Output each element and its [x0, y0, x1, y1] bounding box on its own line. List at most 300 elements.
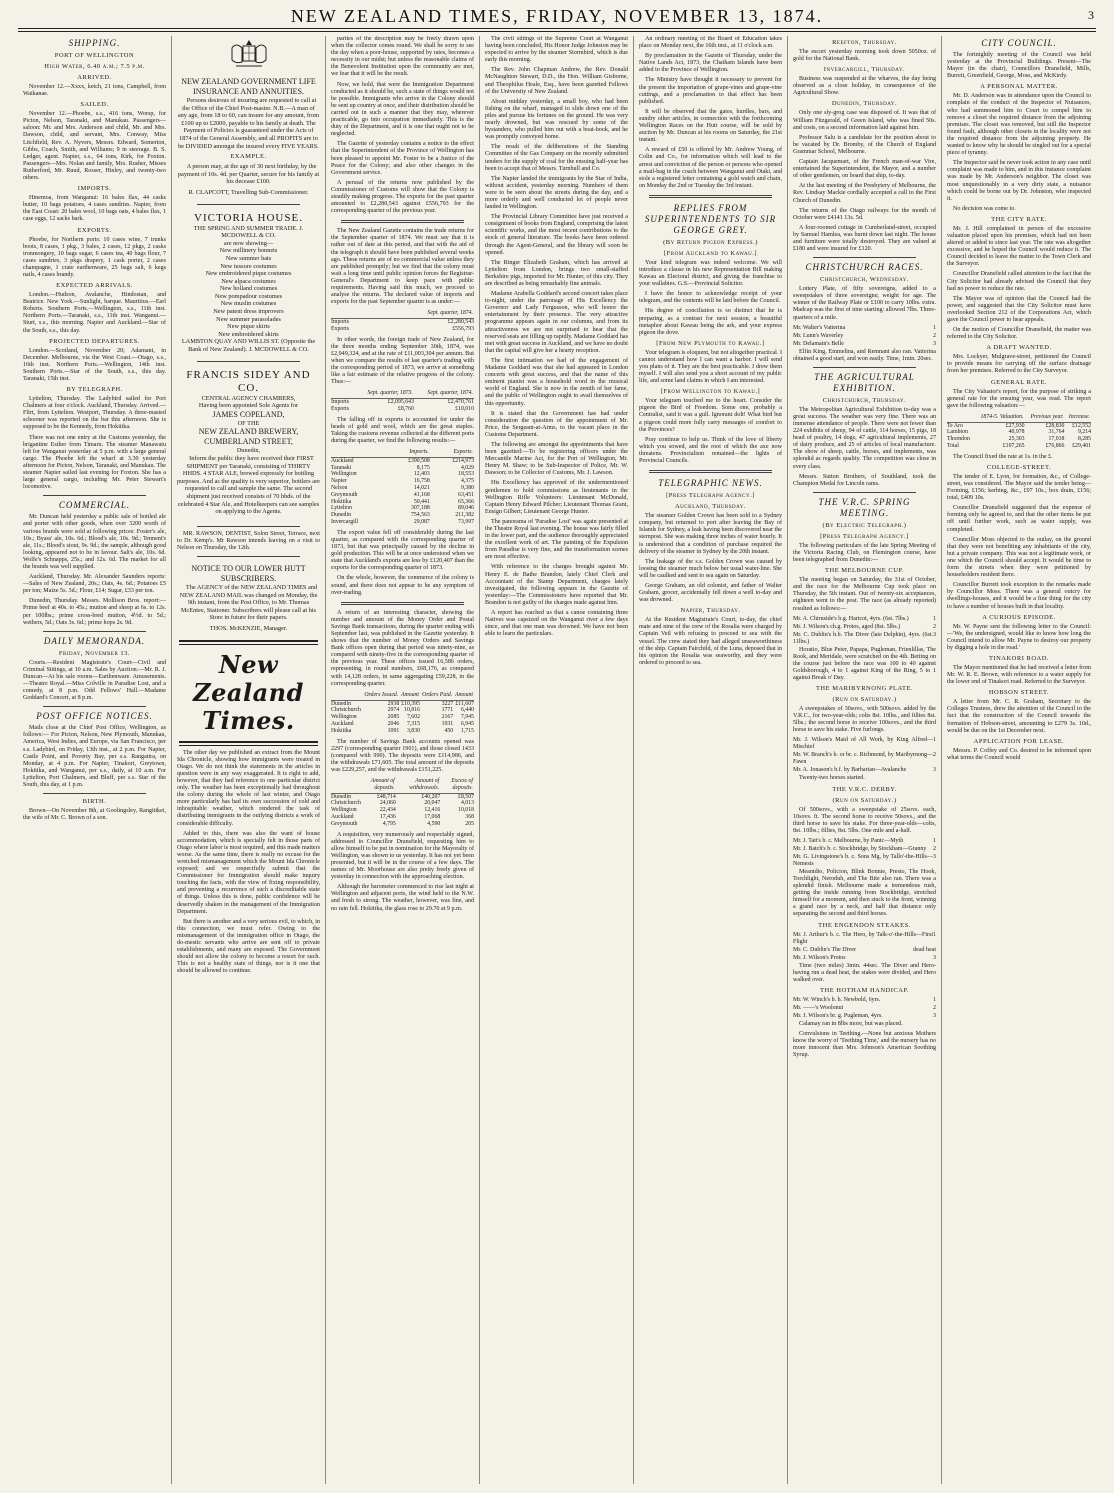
divider [341, 602, 464, 605]
table-cell: Greymouth [331, 820, 358, 827]
council-subheader: COLLEGE-STREET. [986, 463, 1052, 471]
table-cell: 6,945 [460, 720, 474, 727]
council-paragraph: Mr. J. Hill complained in person of the excessive valuation placed upon his premises, which had not been altered or added to since last year. The rate was altogether excessive, and he hoped the Council would reduce it. The Council decided to leave the matter to the Town Clerk and the Surveyor. [947, 225, 1091, 268]
table-cell: Christchurch [331, 800, 361, 807]
horse-name: Mr. C. Dublin's h.b. The Diver (late Delphin), 4yrs. (6st. 11lbs.) [793, 631, 933, 645]
table-cell: £390,508 [408, 457, 430, 464]
horse-name: Mr. J. Wilson's br. g. Pugleman, 4yrs. [793, 1012, 883, 1019]
horse-name: Mr. A. Chirnside's b.g. Haricot, 4yrs. (6st. 7lbs.) [793, 615, 909, 622]
ad-body: Having been appointed Sole Agents for [198, 402, 299, 410]
horse-name: Mr. J. Wilson's ch.g. Protos, aged (8st. 5lbs.) [793, 623, 901, 630]
table-cell: 73,997 [458, 519, 474, 526]
city-council-header: CITY COUNCIL. [981, 38, 1057, 48]
table-row [331, 326, 474, 333]
race-results [793, 325, 936, 348]
council-paragraph: On the motion of Councillor Dransfield, the matter was referred to the City Solicitor. [947, 327, 1091, 341]
race-result [793, 1013, 936, 1020]
article-paragraph: The Gazette of yesterday contains a notice to the effect that the Superintendent of the Province of Wellington has been pleased to appoint Mr. Foster to be a Justice of the Peace for the Colony; and also other changes in the Government service. [331, 141, 474, 176]
article-paragraph: The civil sittings of the Supreme Court at Wanganui having been concluded, His Honor Judge Johnston may be expected to arrive by the steamer Stormbird, which is due early this morning. [485, 36, 629, 64]
race-result [793, 947, 936, 954]
comparison-table [331, 389, 474, 412]
article-paragraph: The result of the deliberations of the Standing Committee of the Gas Company on the recently submitted tenders for the supply of coal for the ensuing half-year has been to accept that of Messrs. Turnbull and Co. [485, 144, 628, 172]
table-cell: Exports [331, 325, 350, 332]
memoranda-text: Courts.—Resident Magistrate's Court—Civil and Criminal Sittings, at 10 a.m. Sales by Auction.—Mr. R. J. Duncan—At his sale rooms—Earthenware. Amusements.—Theatre Royal.—Miss Colville in Paradise Lost, and a comedy, at 8 p.m. Odd Fellows' Hall.—Madame Goddard's Concert, at 8 p.m. [23, 659, 166, 702]
divider [649, 195, 772, 198]
wreck-text: There was not one entry at the Customs yesterday, the brigantine Esther from Timaru. The steamer Manawatu left for Wanganui yesterday at 5 p.m. with a large general cargo. The Phoebe left the wharf at 3.30 yesterday afternoon for Picton, Nelson, Taranaki, and Manukau. The steamer Napier sailed last evening for Foxton. She has a large general cargo, including Mr. Peter Stewart's locomotive. [23, 434, 166, 491]
council-paragraph: A letter from Mr. C. R. Graham, Secretary to the Colleges Trustees, drew the attention of the Council to the fact that the construction of the Council towards the formation of Hobson-street, amounting to £279 3s. 10d., would be due on the 1st December next. [947, 699, 1091, 734]
dateline: Auckland, Thursday. [674, 503, 747, 511]
table-cell: Wellington [331, 714, 357, 721]
ad-city: Dunedin, [236, 447, 261, 455]
divider [43, 631, 146, 632]
table-cell: 41,168 [413, 491, 430, 498]
race-result [793, 1005, 936, 1012]
horse-name: Mr. A. Jonason's b.f. by Barbarian—Avalanche [793, 767, 907, 774]
replies-header: REPLIES FROM SUPERINTENDENTS TO SIR GEORGE GREY. [644, 202, 777, 235]
horse-name: Mr. J. Wilson's Maid of All Work, by King Alfred—Mischief [793, 737, 933, 751]
horse-name: Mr. J. Wilson's Protos [793, 954, 846, 961]
imports-label: IMPORTS. [77, 185, 112, 193]
table-cell: 16,758 [413, 478, 430, 485]
race-result [793, 838, 936, 845]
plate-results [793, 737, 936, 774]
council-paragraph: The Council fixed the rate at 1s. in the £. [953, 453, 1053, 460]
ad-example-label: EXAMPLE. [230, 153, 267, 161]
column-5 [634, 36, 788, 1484]
article-paragraph: A requisition, very numerously and respectably signed, addressed to Councillor Dransfield, requesting him to allow himself to be put in nomination for the Mayoralty of Wellington, was shown to us yesterday. It has not yet been presented, but it will be in the course of a few days. The names of Mr. Moorhouse are also pretty freely given of yesterday in connection with the approaching election. [331, 831, 474, 881]
table-row [947, 436, 1091, 443]
article-paragraph: Although the barometer commenced to rise last night at Wellington and adjacent ports, the wind held to the N.W. and fresh to strong. The weather, however, was fine, and no rain fell. Hokitika, the glass rose to 29.70 at 9 p.m. [331, 884, 474, 912]
table-cell: Dunedin [331, 512, 351, 519]
council-paragraph: No decision was come to. [953, 205, 1016, 212]
table-cell: Imports [331, 399, 350, 406]
notice-signature: THOS. McKENZIE, Manager. [209, 625, 288, 632]
ad-text: Inform the public they have received their FIRST SHIPMENT per Taranaki, consisting of THIRTY HHDS. 4 STAR ALE, brewed expressly for bottling purposes. And as the quality is very superior, bottlers are requested to call and sample the same. The second shipment just received consists of 70 hhds. of the celebrated 4 Star Ale, and Hotelkeepers can see samples on applying to the Agents. [177, 455, 320, 516]
news-paragraph: Calamay ran in 8lbs more, but was placed. [799, 1020, 903, 1027]
post-office-header: POST OFFICE NOTICES. [36, 711, 153, 722]
memoranda-header: DAILY MEMORANDA. [43, 635, 146, 646]
replies-paragraph: I have the honor to acknowledge receipt of your telegram, and the contents will be laid before the Council. [639, 291, 782, 305]
ad-item: New millinery bonnets [219, 247, 278, 255]
replies-subheader: (By Return Pigeon Express.) [663, 238, 758, 246]
article-paragraph: The number of Savings Bank accounts opened was 2297 (corresponding quarter 1901), and those closed 1433 (compared with 990). The deposits were £114,986, and the withdrawals £71,605. The total amount of the deposits was £229,257, and the withdrawals £151,225. [331, 738, 474, 773]
news-paragraph: The returns of the Otago railways for the month of October were £4141 13s. 5d. [793, 207, 936, 221]
finishing-position: 2 [933, 623, 936, 630]
finishing-position: 1 [933, 837, 936, 844]
replies-paragraph: Your kind telegram was indeed welcome. We will introduce a clause in his new Representation Bill making Kawau an Electoral district, and giving the franchise to your wallabies. G.S.—Provincial Solicitor. [639, 259, 782, 288]
ad-title: FRANCIS SIDEY AND CO. [186, 368, 311, 394]
table-header: Amount [453, 691, 474, 700]
table-header [331, 691, 362, 700]
vrc-header: THE V.R.C. SPRING MEETING. [818, 496, 911, 518]
replies-from: [From New Plymouth to Kawau.] [656, 339, 765, 347]
expected-text: London.—Hudson, Avalanche, Hindostan, and Beatrice. New York.—Sunlight, barque. Mauritius.—Earl Roberts. Southern Ports.—Wellington, s.s., 11th inst. Northern Ports.—Taranaki, s.s., 11th inst. Wanganui.—Sturt, s.s., this morning. Napier and Auckland.—Star of the South, s.s., this day. [23, 292, 166, 334]
council-paragraph: Councillor Dransfield called attention to the fact that the City Solicitor had already advised the Council that they had no power to reduce the rate. [947, 271, 1091, 292]
table-cell: Exports [331, 405, 350, 412]
table-cell: £11,607 [455, 700, 474, 707]
news-paragraph: The steamer Golden Crown has been sold to a Sydney company, but returned to port after leaving the Bay of Islands for Sydney, a leak having been discovered near the sternpost. She was making three inches of water hourly. It is understood that a condition of purchase required the delivery of the steamer in Sydney by the 20th instant. [639, 513, 782, 555]
table-row [331, 793, 474, 800]
arrived-label: ARRIVED. [77, 74, 112, 81]
table-cell: Wellington [331, 471, 357, 478]
finishing-position: 3 [933, 853, 936, 860]
news-paragraph: Only one sly-grog case was disposed of. It was that of William Fitzgerald, of Green Island, who was fined 50s. and costs, on a second information laid against him. [793, 110, 936, 131]
finishing-position: dead heat [913, 946, 936, 953]
divider [43, 706, 146, 707]
replies-from: [From Wellington to Kawau.] [660, 388, 761, 396]
finishing-position: 1 [933, 615, 936, 622]
table-cell: £40,207 [421, 793, 441, 800]
table-header: Imports. [386, 448, 430, 457]
article-paragraph: A perusal of the returns now published by the Commissioner of Customs will show that the Colony is steadily making progress. The exports for the past quarter amounted to £2,280,543 against £556,793 for the corresponding quarter of the previous year. [331, 179, 474, 215]
news-paragraph: The escort yesterday morning took down 5050oz. of gold for the National Bank. [793, 49, 936, 63]
replies-paragraph: Pray continue to help us. Think of the love of liberty which you sowed, and the root of which the axe now threatens. Provincialism remained—the lights of Provincial Councils. [639, 436, 782, 465]
news-paragraph: Time (two miles) 3min. 44sec. The Diver and Hero-having run a dead heat, the stakes were divided, and Hero walked over. [793, 962, 936, 983]
table-cell: 22,434 [379, 807, 396, 814]
ad-title: VICTORIA HOUSE. [194, 211, 303, 224]
table-cell: 63,451 [458, 491, 474, 498]
savings-table [331, 777, 474, 828]
news-paragraph: Twenty-two horses started. [799, 775, 865, 782]
table-header: Exports. [430, 448, 474, 457]
ad-item: New summer hats [225, 254, 272, 262]
leader-paragraph: The other day we published an extract from the Mount Ida Chronicle, showing how immigrants were treated in Otago. We do not think the statements in the articles in question were in any way exaggerated. It is right to add, however, that they had reference to one particular district only. The weather has been exceptionally bad throughout the colony during the whole of last winter, and Otago more particularly has had its own succession of cold and inhospitable weather, which rendered the task of distributing immigrants in the outlying districts a work of considerable difficulty. [177, 749, 320, 827]
ad-item: New pique skirts [227, 323, 270, 331]
table-header: Orders Issued. [362, 691, 399, 700]
ad-brewery: NEW ZEALAND BREWERY, CUMBERLAND STREET, [198, 427, 299, 447]
money-orders-table [331, 691, 474, 735]
table-row [331, 512, 474, 519]
horse-name: Mr. C. Dublin's The Diver [793, 946, 856, 953]
table-header [331, 777, 361, 793]
table-cell: Te Aro [947, 422, 963, 429]
ad-item: New tussore costumes [220, 262, 277, 270]
news-paragraph: The leakage of the s.s. Golden Crown was caused by loosing the steamer much below her usual water-line. She will be caulked and sent to sea again on Saturday. [639, 558, 782, 579]
derby-header: THE V.R.C. DERBY. [832, 785, 897, 793]
council-subheader: A DRAFT WANTED. [986, 344, 1052, 352]
table-cell: Lambton [947, 429, 968, 436]
news-paragraph: Captain Jacquemart, of the French man-of-war Vire, entertained the Superintendent, the Mayor, and a number of other gentlemen, on board that ship, to-day. [793, 159, 936, 180]
article-paragraph: It will be observed that the gates, hurdles, bars, and sundry other articles, in connection with the forthcoming Wellington Races on the Hutt course, will be sold by auction by Mr. Duncan at his rooms on Saturday, the 21st instant. [639, 108, 782, 144]
ports-table [331, 448, 474, 526]
table-header: Increase. [1064, 413, 1091, 422]
horse-name: Mr. G. Livingstone's b. c. Sons Mg, by Tallo'-the-Hills—Nemesis [793, 853, 933, 867]
table-cell: 4,029 [460, 464, 474, 471]
race-result [793, 333, 936, 340]
race-result [793, 955, 936, 962]
ad-item: New embroidered pique costumes [205, 270, 292, 278]
council-paragraph: Councillor Dransfield suggested that the expense of forming only be agreed to, and that the other items be put off until further work, such as water supply, was completed. [947, 505, 1091, 533]
council-paragraph: Councillor Moss objected to the outlay, on the ground that they were not benefiting any inhabitants of the city, but a private company. This was not a legitimate work, or one which the Council should accept. It would be time to form the streets when they were petitioned by householders resident there. [947, 536, 1091, 579]
table-cell: Nelson [331, 485, 348, 492]
table-header: Excess of deposits. [440, 777, 474, 793]
news-paragraph: Professor Salu is a candidate for the position about to be vacated by Dr. Bromby, of the Church of England Grammar School, Melbourne. [793, 134, 936, 155]
race-result [793, 632, 936, 646]
table-cell: 4,013 [460, 800, 474, 807]
nameplate-rule [179, 741, 318, 746]
ad-of: OF THE [237, 419, 260, 427]
article-paragraph: parties of the description may be freely drawn upon when the collector comes round. We shall be sorry to see the day when a poor-house, supported by rates, becomes a necessity in our midst; but unless the reasonable claims of the Benevolent Institution upon the community are met, we fear that it will be the result. [331, 36, 474, 78]
article-paragraph: An ordinary meeting of the Board of Education takes place on Monday next, the 16th inst., at 11 o'clock a.m. [639, 36, 782, 50]
table-row [331, 471, 474, 478]
article-paragraph: By proclamation in the Gazette of Thursday, under the Native Lands Act, 1873, the Chatham Islands have been added to the Province of Wellington. [639, 53, 782, 74]
table-cell: Hokitika [331, 727, 352, 734]
table-row [331, 814, 474, 821]
table-row [331, 485, 474, 492]
table-cell: 40,978 [1008, 429, 1025, 436]
news-paragraph: Business was suspended at the wharves, the day being observed as a close holiday, in consequence of the Agricultural Show. [793, 76, 936, 97]
table-cell: 2938 [387, 700, 400, 707]
table-row [331, 492, 474, 499]
table-cell: £556,793 [452, 325, 474, 332]
notice-text: The AGENCY of the NEW ZEALAND TIMES and NEW ZEALAND MAIL was changed on Monday, the 9th instant, from the Post Office, to Mr. Thomas McEntee, Stationer. Subscribers will please call at his Store in future for their papers. [179, 584, 318, 622]
news-paragraph: A four-roomed cottage in Cumberland-street, occupied by Samuel Hamlea, was burnt down last night. The house and furniture were totally destroyed. They are valued at £180 and were insured for £120. [793, 224, 936, 253]
table-header: Orders Paid. [420, 691, 453, 700]
telegraph-text: Lyttelton, Thursday. The Ladybird sailed for Port Chalmers at four o'clock. Auckland, Thursday. Arrived.—Flirt, from Lyttelton. Westport, Thursday. A three-masted schooner was reported on the bar this afternoon. She is supposed to be the Kennedy, from Hokitika. [23, 396, 166, 431]
table-cell: 17,018 [1048, 436, 1065, 443]
council-subheader: TINAKORI ROAD. [988, 654, 1050, 662]
replies-from: [From Auckland to Kawau.] [664, 249, 757, 257]
divider [43, 495, 146, 496]
shipping-header: SHIPPING. [68, 38, 121, 48]
horse-name: Mr. J. Arthur's b. c. The Hero, by Talk-o'-the-Hills—First Flight [793, 931, 933, 945]
news-paragraph: At the last meeting of the Presbytery of Melbourne, the Rev. Lindsay Mackie cordially accepted a call to the First Church of Dunedin. [793, 183, 936, 204]
ad-item: New embroidered skirts [218, 330, 279, 338]
table-cell: 14,021 [413, 485, 430, 492]
derby-run: (Run on Saturday.) [832, 796, 897, 804]
table-header: Amount of deposits. [361, 777, 396, 793]
council-paragraph: Mr. W. Payne sent the following letter to the Council:—'We, the undersigned, would like to know how long the Council intend to allow Mr. Payne to destroy our property by digging a hole in the road.' [947, 623, 1091, 651]
finishing-position: 1 [933, 931, 936, 938]
table-cell: £12,552 [1072, 422, 1091, 429]
race-result [793, 737, 936, 751]
table-cell: 12,416 [424, 807, 441, 814]
table-cell: 10,018 [458, 807, 474, 814]
table-cell: 754,563 [410, 512, 430, 519]
table-cell: 1091 [387, 727, 400, 734]
table-cell: £10,010 [455, 405, 474, 412]
table-cell: 20,047 [424, 800, 441, 807]
table-cell: 6,440 [460, 707, 474, 714]
table-row [331, 505, 474, 512]
table-cell: £48,714 [376, 793, 396, 800]
royal-crest-icon [226, 38, 272, 70]
table-cell: Lyttelton [331, 505, 352, 512]
table-cell: Imports [331, 319, 350, 326]
leader-paragraph: Added to this, there was also the want of house accommodation, which is specially felt in those parts of Otago where labor is most required, and this made matters worse. As the same time, there is really no excuse for the wretched mismanagement which the Mount Ida Chronicle exposed; and we respectfully submit that the Commissioner for Immigration should make inquiry touching the facts, with the view of fixing responsibility, and preventing a recurrence of such a discreditable state of things. Unless this is done, public confidence will be deservedly shaken in the management of the Immigration Department. [177, 830, 320, 915]
steeple-results [793, 932, 936, 962]
table-cell: £10,395 [401, 700, 420, 707]
race-result [793, 767, 936, 774]
table-cell: Total [947, 443, 959, 450]
divider [813, 257, 916, 258]
memoranda-date: Friday, November 13. [58, 649, 131, 657]
divider [197, 526, 300, 527]
race-result [793, 616, 936, 623]
table-cell: 307,188 [410, 505, 430, 512]
table-cell: 8,175 [416, 464, 430, 471]
table-cell: 9,214 [1077, 429, 1091, 436]
page-number: 3 [1088, 8, 1094, 22]
dentist-ad: MR. RAWSON, DENTIST, Solon Street, Terrace, next to Dr. Kemp's. Mr Rawson intends leaving on a visit to Nelson on Thursday, the 12th. [177, 530, 320, 551]
column-6 [788, 36, 942, 1484]
article-paragraph: The Provincial Library Committee have just received a consignment of books from England, comprising the latest scientific works, and the most recent contributions to the stock of general literature. The books have been ordered through the Agent-General, and the library will soon be opened. [485, 214, 628, 256]
table-cell: 4,375 [460, 478, 474, 485]
finishing-position: 3 [933, 767, 936, 774]
races-intro: Lottery Plate, of fifty sovereigns, added to a sweepstakes of three sovereigns; weight for age. The winner of the Railway Plate or £100 to carry 10lbs. extra. Madcap was the first of nine starting: allowed 7lbs. Three-quarters of a mile. [793, 286, 936, 321]
article-paragraph: The export value fell off considerably during the last quarter, as compared with the corresponding quarter of 1873, but that was principally caused by the decline in gold production. This will be at once understood when we state that Auckland's exports are less by £120,407 than the exports for the corresponding quarter of 1873. [331, 529, 474, 572]
cup-header: THE MELBOURNE CUP. [825, 567, 904, 575]
vrc-agency: [Press Telegraph Agency.] [820, 532, 909, 540]
council-subheader: THE CITY RATE. [991, 215, 1047, 223]
council-paragraph: Messrs. P. Coffey and Co. desired to be informed upon what terms the Council would [947, 747, 1091, 761]
exports-label: EXPORTS. [77, 226, 112, 234]
finishing-position: 3 [933, 340, 936, 347]
table-cell: 50,441 [413, 498, 430, 505]
horse-name: Mr. Walter's Vatterina [793, 324, 846, 331]
replies-paragraph: Your telegram is eloquent, but not altogether practical. I cannot understand how I can want a harbor. I will send you plans of it. They are the best practicable. I drew them myself. I will also send you a short account of my public life, and some land claims in which I am interested. [639, 349, 782, 385]
table-cell: Thorndon [947, 436, 970, 443]
commercial-telegraph: Auckland, Thursday. Mr. Alexander Saunders reports:—Sales of New Zealand, 20s.; Oats, 4s. 6d.; Potatoes £5 per ton; Maize 5s. 3d.; Flour, £14; Sugar, £33 per ton. [23, 574, 166, 595]
replies-paragraph: Your telegram touched me to the heart. Consider the pigeon the Bird of Freedom. Some one, probably a Centralist, said it was a gull. Ignorant dolt! What bird but a pigeon could more fully carry messages of comfort to the Provinces? [639, 398, 782, 433]
table-cell: £29,401 [1072, 443, 1091, 450]
column-1 [18, 36, 172, 1484]
race-result [793, 341, 936, 348]
ad-subtitle: THE SPRING AND SUMMER TRADE. J. MCDOWELL & CO. [193, 224, 304, 240]
table-cell: 9,380 [460, 485, 474, 492]
news-paragraph: Meanidio, Policion, Blink Bonnie, Presto, The Hook, Torchlight, Neroduh, and The Bite also ran. There was a splendid finish. Melbourne made a tremendous rush, getting the inside running from Stockbridge, stretched himself for a moment, and then stuck to the front, winning a grand race by a neck, and half that distance only separating the second and third horses. [793, 868, 936, 918]
table-cell: £214,973 [452, 457, 474, 464]
table-cell: 7,315 [406, 720, 420, 727]
article-paragraph: A return of an interesting character, showing the number and amount of the Money Order and Postal Savings Bank transactions, during the quarter ending with September last, was published in the Gazette yesterday. It shows that the number of Money Orders and Savings Bank offices open during that period was ninety-nine, as compared with ninety-five in the corresponding quarter of the previous year. These offices issued 16,586 orders, representing, in round numbers, £68,176, as compared with 14,128 orders, in same aggregating £59,228, in the corresponding quarter. [331, 609, 474, 687]
table-cell: Auckland [331, 457, 354, 464]
table-cell: 2046 [387, 720, 400, 727]
column-3 [326, 36, 480, 1484]
table-cell: Taranaki [331, 464, 352, 471]
divider [813, 492, 916, 493]
table-cell: £8,760 [397, 405, 414, 412]
ad-name: JAMES COPELAND, [212, 409, 285, 419]
dateline: Dunedin, Thursday. [831, 100, 898, 108]
council-paragraph: The Mayor mentioned that he had received a letter from Mr. W. R. E. Brown, with reference to a water supply for the lower end of Tinakori road. Referred to the Surveyor. [947, 664, 1091, 686]
table-cell: £28,830 [1045, 422, 1065, 429]
commercial-header: COMMERCIAL. [58, 500, 131, 511]
table-row [947, 422, 1091, 429]
council-paragraph: The fortnightly meeting of the Council was held yesterday at the Provincial Buildings. Present—The Mayor (in the chair), Councillors Dransfield, Mills, Burrett, Greenfield, George, Moss, and McKirdy. [947, 52, 1091, 80]
table-row [331, 728, 474, 735]
table-cell: £8,507 [458, 793, 474, 800]
finishing-position: 3 [933, 631, 936, 638]
article-paragraph: The first intimation we had of the engagement of Madame Goddard was that she had appeared in London concerts with great success, and that the name of this eminent pianist was a household word in the musical world of England. She is now in the zenith of her fame, and the public of Wellington ought to avail themselves of this opportunity. [485, 357, 628, 407]
birth-notice: Brown—On November 8th, at Goolingsley, Rangitikei, the wife of Mr. C. Brown of a son. [23, 808, 166, 822]
finishing-position: 1 [933, 737, 936, 744]
table-cell: Hokitika [331, 498, 352, 505]
table-row [331, 700, 474, 707]
article-paragraph: The Ministry have thought it necessary to prevent for the present the importation of grape-vines and grape-vine cuttings, and a proclamation to that effect has been published. [639, 77, 782, 105]
handicap-results [793, 997, 936, 1020]
dunedin-report: Dunedin, Thursday. Messrs. Mollison Bros. report:—Prime beef at 40s. to 45s.; mutton and sheep at 6s. to 12s. per 100lbs.; prime cross-bred mutton, 4½d. to 5d.; wethers, 5d.; Oats 3s. 6d.; prime hops 2s. 9d. [23, 598, 166, 626]
article-paragraph: The Napier landed the immigrants by the Star of India, without accident, yesterday morning. Numbers of them were to be seen about the streets during the day, and a more orderly and well conducted lot of people never landed in Wellington. [485, 175, 628, 211]
dateline: Christchurch, Thursday. [822, 396, 907, 404]
victoria-house-ad [177, 209, 320, 357]
ad-item: New muslin costumes [220, 300, 277, 308]
horse-name: Mr. J. Batch's b. c. Stockbridge, by Stockham—Granny [793, 845, 927, 852]
finishing-position: 1 [933, 324, 936, 331]
news-paragraph: At the Resident Magistrate's Court, to-day, the chief mate and nine of the crew of the Rosalia were charged by Captain Veil with refusing to proceed to sea with the vessel. The crew stated they had alleged unseaworthiness of the ship. Captain Fairchild, of the Luna, deposed that in his opinion the Rosalia was seaworthy, and they were ordered to proceed to sea. [639, 617, 782, 666]
table-cell: 7,602 [406, 714, 420, 721]
divider [197, 361, 300, 362]
council-paragraph: The Inspector said he never took action in any case until complaint was made to him, and in this instance complaint was made by Mr. Anderson's neighbor. The closet was most unquestionably in a very dirty state, a nuisance which could be borne out by Dr. Johnston, who inspected it. [947, 160, 1091, 202]
divider [43, 793, 146, 794]
races-header: CHRISTCHURCH RACES. [805, 262, 924, 273]
news-paragraph: Horatio, Blue Peter, Papapa, Pugleman, Frienlillas, The Rook, and Meridale, were scratched on the 4th. Betting on the course just before the race was 100 to 40 against Goldsborough, 4 to 1 against King of the Ring, 5 to 1 against Break o' Day. [793, 646, 936, 681]
news-paragraph: George Graham, an old colonist, and father of Walter Graham, grocer, accidentally fell down a well to-day and was drowned. [639, 582, 782, 604]
article-paragraph: With reference to the charges brought against Mr. Henry E. de Bathe Brandon, lately Chief Clerk and Accountant of the Stamp Department, charges lately investigated, the following appears in the Gazette of yesterday:—The Commissioners have reported that Mr. Brandon is not guilty of the charges made against him. [485, 564, 628, 606]
table-header [331, 389, 354, 398]
table-header: Amount [399, 691, 420, 700]
table-cell: 29,087 [413, 519, 430, 526]
council-paragraph: Mrs. Lockyer, Mulgrave-street, petitioned the Council to provide means for carrying off the surface drainage from her premises. Referred to the City Surveyor. [947, 354, 1091, 375]
table-row [331, 406, 474, 413]
table-cell: 25,303 [1008, 436, 1025, 443]
article-paragraph: The panorama of 'Paradise Lost' was again presented at the Theatre Royal last evening. The house was fairly filled in the lower part, and the audience thoroughly appreciated the excellent work of art. The painting of the Expulsion from Paradise is very fine, and the transformation scenes are most effective. [485, 518, 628, 561]
ad-item: New holland costumes [219, 285, 278, 293]
council-subheader: APPLICATION FOR LEASE. [973, 737, 1065, 745]
table-cell: Napier [331, 478, 347, 485]
projected-label: PROJECTED DEPARTURES. [49, 337, 140, 345]
finishing-position: 3 [933, 954, 936, 961]
table-row [331, 519, 474, 526]
races-note: Elfin King, Emmelina, and Remnant also ran. Vatterina obtained a good start, and won easily. Time, 1min. 20sec. [793, 348, 936, 362]
rate-table [947, 413, 1091, 450]
telegraphic-subheader: [Press Telegraph Agency.] [666, 492, 755, 500]
table-cell: Auckland [331, 813, 354, 820]
table-cell: £76,866 [1045, 443, 1065, 450]
table-cell: 4,590 [427, 820, 441, 827]
newspaper-columns [18, 36, 1096, 1484]
expected-label: EXPECTED ARRIVALS. [56, 282, 133, 290]
table-header: Previous year. [1025, 413, 1065, 422]
table-header: Sept. quarter, 1874. [414, 389, 474, 398]
table-header: Amount of withdrawals. [396, 777, 440, 793]
sailed-text: November 12.—Phoebe, s.s., 416 tons, Worsp, for Picton, Nelson, Taranaki, and Manukau. Passengers—saloon: Mr. and Mrs. Anderson and child, Mr. and Mrs. Dawson, child, and servant, Mrs. Conway, Miss Litchfield, Rev. A. Nyvers, Messrs. Edward, Somerton, Gibbs, Coach, Smith, and Williams; 9 in steerage. B. S. Ledger, agent. Napier, s.s., 64 tons, Kirk, for Foxton. Passengers—Mrs. Nolan and family, Mrs. Rusher, Misses Rutherford, Mr. Ruud, Rosser, Hinley, and twenty-two others. [23, 111, 166, 182]
vrc-subheader: (By Electric Telegraph.) [822, 521, 907, 529]
race-result [793, 854, 936, 868]
post-office-text: Mails close at the Chief Post Office, Wellington, as follows:— For Picton, Nelson, New Plymouth, Manukau, America, West Indies, and Europe, via San Francisco, per s.s. Ladybird, on Friday, 13th inst., at 2 p.m. For Napier, Castle Point, and Poverty Bay, per s.s. Rangatira, on Monday, at 4 p.m. For Napier, Tinakori, Greytown, Hokitika, and Wanganui, per s.s., daily, at 10 a.m. For Lyttelton, Port Chalmers, and Bluff, per s.s. Star of the South, this day, at 1 p.m. [23, 725, 166, 789]
council-subheader: GENERAL RATE. [990, 378, 1048, 386]
trade-table [331, 309, 474, 332]
race-result [793, 752, 936, 766]
race-result [793, 624, 936, 631]
divider [197, 556, 300, 557]
article-paragraph: On the whole, however, the commerce of the colony is sound, and there does not appear to be any symptom of over-trading. [331, 575, 474, 596]
nameplate-rule [179, 640, 318, 645]
ad-subtitle: CENTRAL AGENCY CHAMBERS, [201, 394, 296, 402]
ad-item: New alpaca costumes [221, 277, 276, 285]
table-cell: 368 [465, 813, 474, 820]
council-subheader: HOBSON STREET. [988, 689, 1050, 697]
dateline: Reefton, Thursday. [832, 39, 897, 46]
dateline: Napier, Thursday. [680, 607, 741, 615]
handicap-header: THE HOTHAM HANDICAP. [820, 986, 909, 994]
ad-body: Persons desirous of insuring are requested to call at the Office of the Chief Post-master. N.B.—A man of any age, from 18 to 60, can insure for any amount, from £100 up to £2000, payable to his family at death. The Payment of Policies is guaranteed under the Acts of 1874 of the General Assembly, and all PROFITS are to be DIVIDED amongst the insured every FIVE YEARS. [177, 97, 320, 150]
projected-text: London.—Scotland, November 20; Adamant, in December. Melbourne, via the West Coast.—Otago, s.s., 16th inst. Northern Ports.—Wellington, 14th inst. Southern Ports.—Star of the South, s.s., this day. Taranaki, 15th inst. [23, 347, 166, 382]
news-paragraph: The following particulars of the late Spring Meeting of the Victoria Racing Club, on Flemington course, have been telegraphed from Dunedin:— [793, 542, 936, 564]
news-paragraph: The Metropolitan Agricultural Exhibition to-day was a great success. The weather was very fine. There was an immense attendance of people. There were not fewer than 224 exhibits of sheep, 94 of cattle, 114 horses, 15 pigs, 18 head of poultry, 14 dogs, 47 agricultural implements, 27 of dairy produce, and 25 of articles of local manufacture. The show of sheep, cattle, horses, and implements, was splendid as regards quality. The competition was close in every class. [793, 406, 936, 470]
finishing-position: 2 [933, 1004, 936, 1011]
plate-header: THE MARIBYRNONG PLATE. [815, 685, 914, 693]
table-row [947, 429, 1091, 436]
